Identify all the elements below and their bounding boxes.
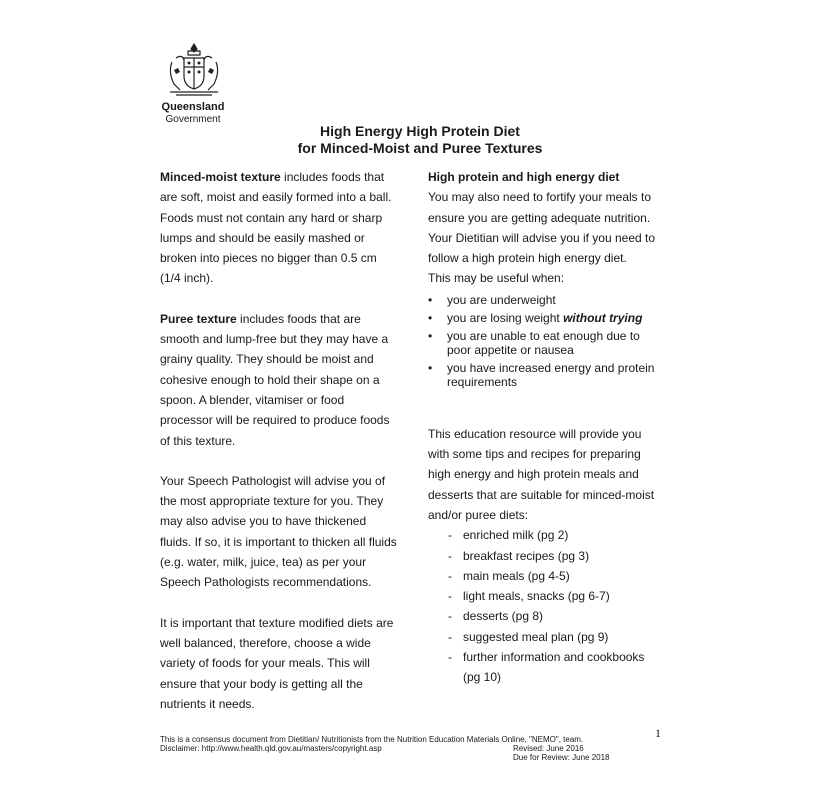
bullet-icon: • [428,310,433,325]
list-item: - main meals (pg 4-5) [448,566,668,586]
footer-consensus: This is a consensus document from Dietitian/ Nutritionists from the Nutrition Education Materials Online, "NEMO", team. [160,735,584,744]
list-item: - breakfast recipes (pg 3) [448,546,668,566]
queensland-government-logo [160,42,226,126]
logo-line-1: Queensland [161,101,225,113]
list-item: - enriched milk (pg 2) [448,525,668,545]
document-subtitle: for Minced-Moist and Puree Textures [297,140,543,156]
dash-icon: - [448,568,452,583]
list-item: • you are losing weight without trying [428,310,643,325]
balanced-diet-paragraph: It is important that texture modified diets are well balanced, therefore, choose a wide variety of foods for your meals. This will ensure that your body is getting all the nutrients it needs. [160,615,394,711]
list-item: • you have increased energy and protein requirements [428,360,655,389]
left-column [160,167,400,714]
list-item: • you are underweight [428,292,556,307]
list-item: • you are unable to eat enough due to poor appetite or nausea [428,328,640,357]
minced-moist-paragraph: Minced-moist texture includes foods that are soft, moist and easily formed into a ball. Foods must not contain any hard or sharp lumps and should be easily mashed or broken into pieces no bigger than 0.5 cm (1/4 inch). [160,170,392,286]
contents-list [428,525,668,687]
footer-revised: Revised: June 2016 [513,744,584,753]
logo-line-2: Government [165,114,221,125]
puree-paragraph: Puree texture includes foods that are smooth and lump-free but they may have a grainy quality. They should be moist and cohesive enough to hold their shape on a spoon. A blender, vitamiser or food processor will be required to produce foods of this texture. [160,311,390,448]
intro-paragraph: You may also need to fortify your meals to ensure you are getting adequate nutrition. Your Dietitian will advise you if you need to follow a high protein high energy diet. This may be useful when: [428,190,656,286]
list-item: - suggested meal plan (pg 9) [448,627,668,647]
dash-icon: - [448,650,452,665]
right-heading: High protein and high energy diet [428,170,620,184]
dash-icon: - [448,528,452,543]
bullet-icon: • [428,328,433,343]
puree-lead: Puree texture [160,311,237,326]
speech-pathologist-paragraph: Your Speech Pathologist will advise you of the most appropriate texture for you. They may also advise you to have thickened fluids. If so, it is important to thicken all fluids (e.g. water, milk, juice, tea) as per your Speech Pathologists recommendations. [160,473,397,590]
list-item: - light meals, snacks (pg 6-7) [448,586,668,606]
right-column [428,167,668,688]
emphasis-text: without trying [563,310,643,325]
coat-of-arms-icon [166,42,222,100]
document-title: High Energy High Protein Diet [320,123,520,139]
dash-icon: - [448,609,452,624]
dash-icon: - [448,548,452,563]
conditions-list [428,293,668,389]
dash-icon: - [448,629,452,644]
bullet-icon: • [428,360,433,375]
minced-moist-lead: Minced-moist texture [160,170,281,184]
bullet-icon: • [428,292,433,307]
list-item: - further information and cookbooks (pg 10) [448,647,668,688]
dash-icon: - [448,589,452,604]
list-item: - desserts (pg 8) [448,606,668,626]
page-number: 1 [655,726,661,740]
resource-paragraph: This education resource will provide you with some tips and recipes for preparing high energy and high protein meals and desserts that are suitable for minced-moist and/or puree diets: [428,426,655,522]
footer-disclaimer: Disclaimer: http://www.health.qld.gov.au/masters/copyright.asp [160,744,382,753]
footer-review-due: Due for Review: June 2018 [513,753,610,762]
